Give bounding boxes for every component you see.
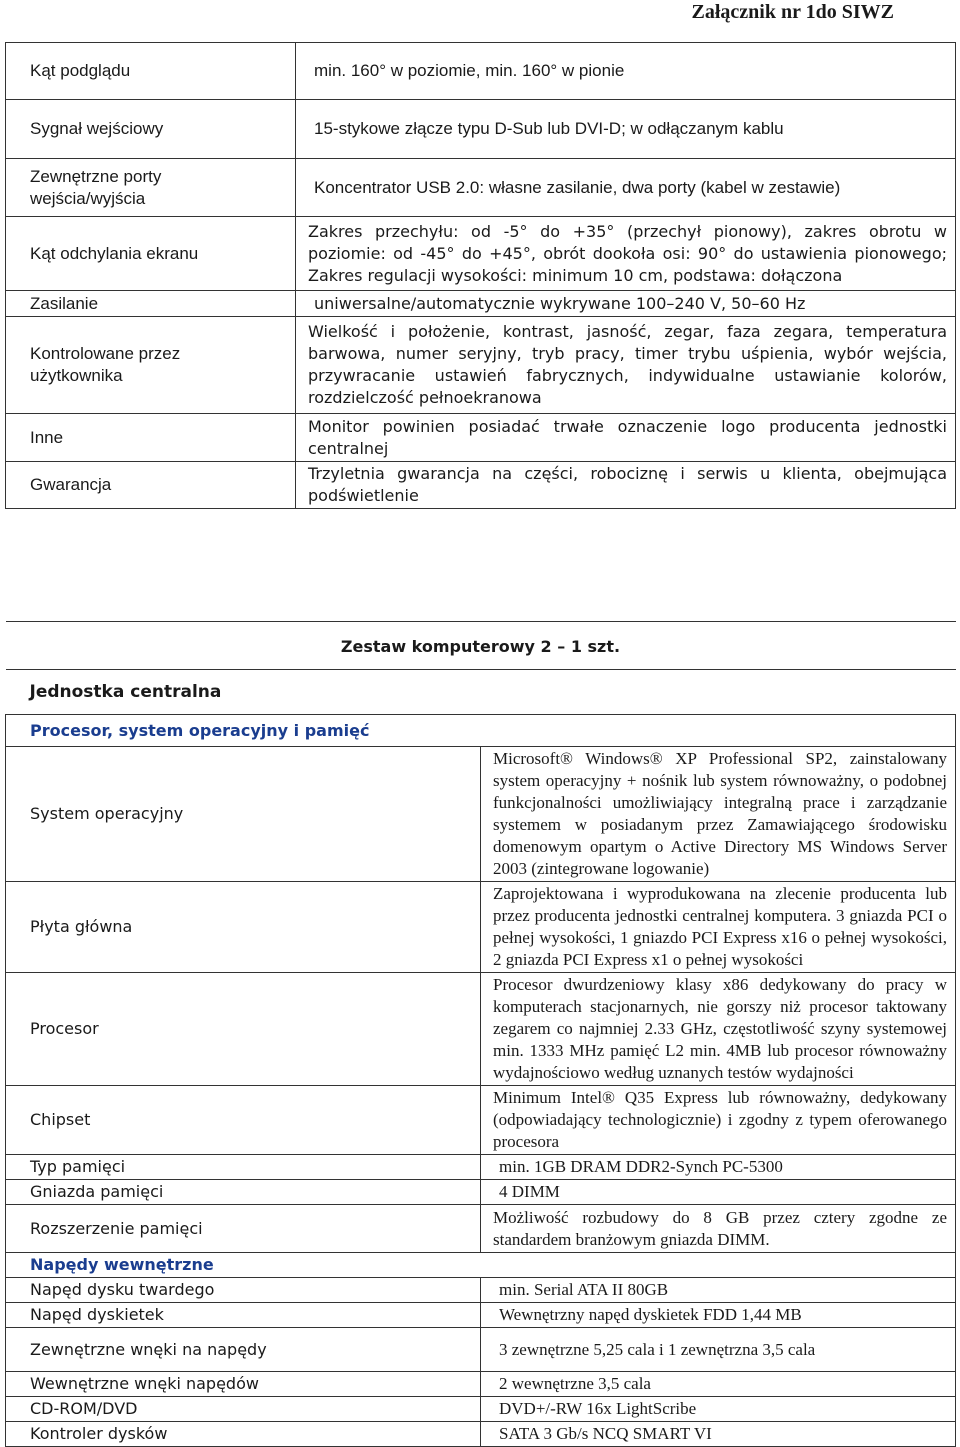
spec-label <box>6 1328 481 1372</box>
table-row <box>6 414 956 462</box>
spec-label <box>6 159 296 217</box>
table-row <box>6 1086 956 1155</box>
table-row <box>6 1303 956 1328</box>
spec-label: Napęd dysku twardego <box>6 1278 481 1303</box>
spec-value: uniwersalne/automatycznie wykrywane 100–240 V, 50–60 Hz <box>296 291 956 317</box>
computer-spec-table <box>5 621 956 1447</box>
table-row <box>6 747 956 882</box>
spec-value: Monitor powinien posiadać trwałe oznaczenie logo producenta jednostki centralnej <box>296 414 956 462</box>
table-row <box>6 1180 956 1205</box>
spec-label: Kąt odchylania ekranu <box>6 217 296 291</box>
spec-value: Wewnętrzny napęd dyskietek FDD 1,44 MB <box>481 1303 956 1328</box>
table-title-row <box>6 622 956 670</box>
table-title: Zestaw komputerowy 2 – 1 szt. <box>6 622 956 670</box>
spec-label: Rozszerzenie pamięci <box>6 1205 481 1253</box>
unit-row <box>6 670 956 715</box>
spec-value: min. 160° w poziomie, min. 160° w pionie <box>296 43 956 100</box>
spec-value: SATA 3 Gb/s NCQ SMART VI <box>481 1422 956 1447</box>
spec-value: Microsoft® Windows® XP Professional SP2, zainstalowany system operacyjny + nośnik lub system równoważny, o podobnej funkcjonalności umożliwiający integralną prace i zarządzanie systemem w posiadanym przez Zamawiającego środowisku domenowym opartym o Active Directory MS Windows Server 2003 (zintegrowane logowanie) <box>481 747 956 882</box>
spec-value: Możliwość rozbudowy do 8 GB przez cztery zgodne ze standardem branżowym gniazda DIMM. <box>481 1205 956 1253</box>
annex-label: Załącznik nr 1do SIWZ <box>691 1 894 23</box>
spec-value: 15-stykowe złącze typu D-Sub lub DVI-D; w odłączanym kablu <box>296 100 956 159</box>
table-row <box>6 462 956 509</box>
spec-label-text: Kontrolowane przez użytkownika <box>30 344 181 385</box>
table-row <box>6 1205 956 1253</box>
table-row <box>6 1278 956 1303</box>
spec-label: Typ pamięci <box>6 1155 481 1180</box>
spec-label: Kąt podglądu <box>6 43 296 100</box>
spec-value: DVD+/-RW 16x LightScribe <box>481 1397 956 1422</box>
section-row <box>6 715 956 747</box>
spec-label: CD-ROM/DVD <box>6 1397 481 1422</box>
spec-value: Zaprojektowana i wyprodukowana na zlecenie producenta lub przez producenta jednostki centralnej komputera. 3 gniazda PCI o pełnej wysokości, 1 gniazdo PCI Express x16 o pełnej wysokości, 2 gniazda PCI Express x1 o pełnej wysokości <box>481 882 956 973</box>
spec-label: Wewnętrzne wnęki napędów <box>6 1372 481 1397</box>
table-row <box>6 100 956 159</box>
spec-value: Procesor dwurdzeniowy klasy x86 dedykowany do pracy w komputerach stacjonarnych, nie gorszy niż procesor taktowany zegarem co najmniej 2.33 GHz, częstotliwość szyny systemowej min. 1333 MHz pamięć L2 min. 4MB lub procesor równoważny wydajnościowo według uznanych testów wydajności <box>481 973 956 1086</box>
table-row <box>6 43 956 100</box>
spec-label: Inne <box>6 414 296 462</box>
monitor-spec-table <box>5 42 956 509</box>
spec-value: Zakres przechyłu: od -5° do +35° (przechył pionowy), zakres obrotu w poziomie: od -45° do +45°, obrót dookoła osi: 90° do ustawienia pionowego; Zakres regulacji wysokości: minimum 10 cm, podstawa: dołączona <box>296 217 956 291</box>
spec-value: 4 DIMM <box>481 1180 956 1205</box>
unit-title: Jednostka centralna <box>6 670 956 715</box>
section-title: Napędy wewnętrzne <box>6 1253 956 1278</box>
table-row <box>6 1328 956 1372</box>
table-row <box>6 1422 956 1447</box>
spec-value: Wielkość i położenie, kontrast, jasność, zegar, faza zegara, temperatura barwowa, numer seryjny, tryb pracy, timer trybu uśpienia, wybór wejścia, przywracanie ustawień fabrycznych, indywidualne ustawianie kolorów, rozdzielczość pełnoekranowa <box>296 317 956 414</box>
spec-label <box>6 317 296 414</box>
table-row <box>6 882 956 973</box>
table-row <box>6 159 956 217</box>
section-title: Procesor, system operacyjny i pamięć <box>6 715 956 747</box>
spec-value: Trzyletnia gwarancja na części, robociznę i serwis u klienta, obejmująca podświetlenie <box>296 462 956 509</box>
spec-value: 3 zewnętrzne 5,25 cala i 1 zewnętrzna 3,5 cala <box>481 1328 956 1372</box>
spec-value: min. 1GB DRAM DDR2-Synch PC-5300 <box>481 1155 956 1180</box>
spec-value: 2 wewnętrzne 3,5 cala <box>481 1372 956 1397</box>
spec-value: min. Serial ATA II 80GB <box>481 1278 956 1303</box>
spec-label: Chipset <box>6 1086 481 1155</box>
spec-value: Minimum Intel® Q35 Express lub równoważny, dedykowany (odpowiadający technologicznie) i zgodny z typem oferowanego procesora <box>481 1086 956 1155</box>
table-row <box>6 973 956 1086</box>
spec-label: Gniazda pamięci <box>6 1180 481 1205</box>
table-row <box>6 291 956 317</box>
spec-value: Koncentrator USB 2.0: własne zasilanie, dwa porty (kabel w zestawie) <box>296 159 956 217</box>
spec-label-text: Zewnętrzne wnęki na napędy <box>30 1339 267 1359</box>
table-row <box>6 217 956 291</box>
table-row <box>6 317 956 414</box>
spec-label-text: Zewnętrzne porty wejścia/wyjścia <box>30 166 162 208</box>
table-row <box>6 1155 956 1180</box>
spec-label: Sygnał wejściowy <box>6 100 296 159</box>
spec-label: Procesor <box>6 973 481 1086</box>
table-row <box>6 1397 956 1422</box>
spec-label: Napęd dyskietek <box>6 1303 481 1328</box>
spec-label: Zasilanie <box>6 291 296 317</box>
spec-label: Kontroler dysków <box>6 1422 481 1447</box>
spec-label: Gwarancja <box>6 462 296 509</box>
spec-label: System operacyjny <box>6 747 481 882</box>
spec-label: Płyta główna <box>6 882 481 973</box>
section-row <box>6 1253 956 1278</box>
